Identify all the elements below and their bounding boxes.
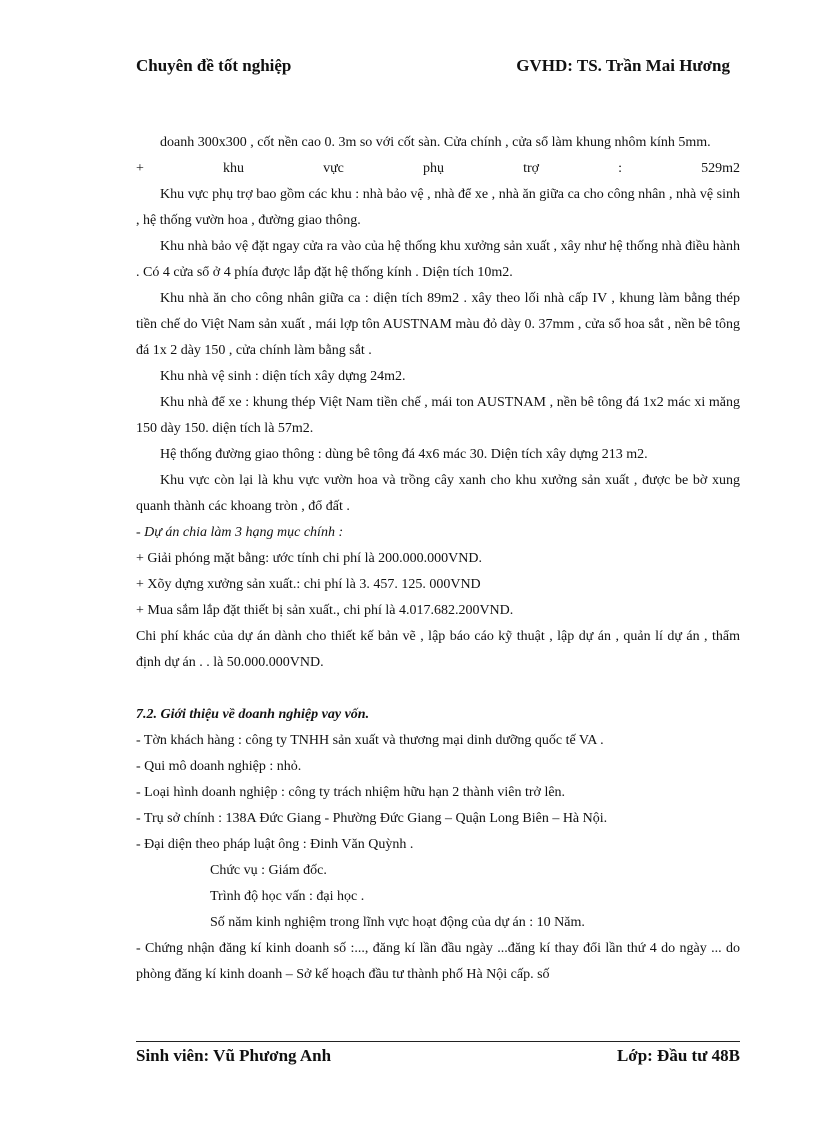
paragraph-guard-house: Khu nhà bảo vệ đặt ngay cửa ra vào của hệ thống khu xưởng sản xuất , xây như hệ thống nhà điều hành . Có 4 cửa sổ ở 4 phía được lắp đặt hệ thống kính . Diện tích 10m2. <box>136 239 740 280</box>
company-info-line: - Loại hình doanh nghiệp : công ty trách nhiệm hữu hạn 2 thành viên trở lên. <box>136 785 566 800</box>
company-info-line: - Đại diện theo pháp luật ông : Đinh Văn Quỳnh . <box>136 837 414 852</box>
company-info-line: - Trụ sở chính : 138A Đức Giang - Phường Đức Giang – Quận Long Biên – Hà Nội. <box>136 811 608 826</box>
header-left-title: Chuyên đề tốt nghiệp <box>136 56 292 75</box>
paragraph-auxiliary-area: + khu vực phụ trợ : 529m2 <box>136 161 740 176</box>
paragraph-foundation: doanh 300x300 , cốt nền cao 0. 3m so với cốt sàn. Cửa chính , cửa sổ làm khung nhôm kính 5mm. <box>160 135 711 150</box>
paragraph-roads: Hệ thống đường giao thông : dùng bê tông đá 4x6 mác 30. Diện tích xây dựng 213 m2. <box>160 447 648 462</box>
company-info-line: - Qui mô doanh nghiệp : nhỏ. <box>136 759 302 774</box>
representative-detail: Chức vụ : Giám đốc. <box>210 863 327 878</box>
representative-detail: Số năm kinh nghiệm trong lĩnh vực hoạt động của dự án : 10 Năm. <box>210 915 585 930</box>
paragraph-other-costs: Chi phí khác của dự án dành cho thiết kế bản vẽ , lập báo cáo kỹ thuật , lập dự án , quản lí dự án , thẩm định dự án . . là 50.000.000VND. <box>136 629 740 670</box>
representative-detail: Trình độ học vấn : đại học . <box>210 889 365 904</box>
paragraph-auxiliary-zones: Khu vực phụ trợ bao gồm các khu : nhà bảo vệ , nhà để xe , nhà ăn giữa ca cho công nhân , nhà vệ sinh , hệ thống vườn hoa , đường giao thông. <box>136 187 740 228</box>
spacer <box>136 676 740 702</box>
paragraph-parking: Khu nhà để xe : khung thép Việt Nam tiền chế , mái ton AUSTNAM , nền bê tông đá 1x2 mác xi măng 150 dày 150. diện tích là 57m2. <box>136 395 740 436</box>
paragraph-construction: + Xõy dựng xưởng sản xuất.: chi phí là 3. 457. 125. 000VND <box>136 577 481 592</box>
document-body <box>136 130 740 988</box>
paragraph-canteen: Khu nhà ăn cho công nhân giữa ca : diện tích 89m2 . xây theo lối nhà cấp IV , khung làm bằng thép tiền chế do Việt Nam sản xuất , mái lợp tôn AUSTNAM màu đỏ dày 0. 37mm , cửa sổ hoa sắt , nền bê tông đá 1x 2 dày 150 , cửa chính làm bằng sắt . <box>136 291 740 358</box>
paragraph-toilet: Khu nhà vệ sinh : diện tích xây dựng 24m2. <box>160 369 406 384</box>
company-info-line: - Tờn khách hàng : công ty TNHH sản xuất và thương mại dinh dưỡng quốc tế VA . <box>136 733 604 748</box>
paragraph-project-items: - Dự án chia làm 3 hạng mục chính : <box>136 525 344 540</box>
header-supervisor: GVHD: TS. Trần Mai Hương <box>516 56 730 75</box>
page-header <box>136 56 730 80</box>
page-footer <box>136 1046 740 1070</box>
footer-class: Lớp: Đầu tư 48B <box>616 1046 740 1065</box>
section-title: 7.2. Giới thiệu về doanh nghiệp vay vốn. <box>136 707 370 722</box>
footer-student: Sinh viên: Vũ Phương Anh <box>136 1046 332 1065</box>
paragraph-equipment: + Mua sắm lắp đặt thiết bị sản xuất., chi phí là 4.017.682.200VND. <box>136 603 514 618</box>
footer-divider <box>136 1041 740 1042</box>
business-registration: - Chứng nhận đăng kí kinh doanh số :..., đăng kí lần đầu ngày ...đăng kí thay đổi lần thứ 4 do ngày ... do phòng đăng kí kinh doanh – Sở kế hoạch đầu tư thành phố Hà Nội cấp. số <box>136 941 740 982</box>
paragraph-garden: Khu vực còn lại là khu vực vườn hoa và trồng cây xanh cho khu xưởng sản xuất , được be bờ xung quanh thành các khoang tròn , đổ đất . <box>136 473 740 514</box>
paragraph-land-clearance: + Giải phóng mặt bằng: ước tính chi phí là 200.000.000VND. <box>136 551 483 566</box>
